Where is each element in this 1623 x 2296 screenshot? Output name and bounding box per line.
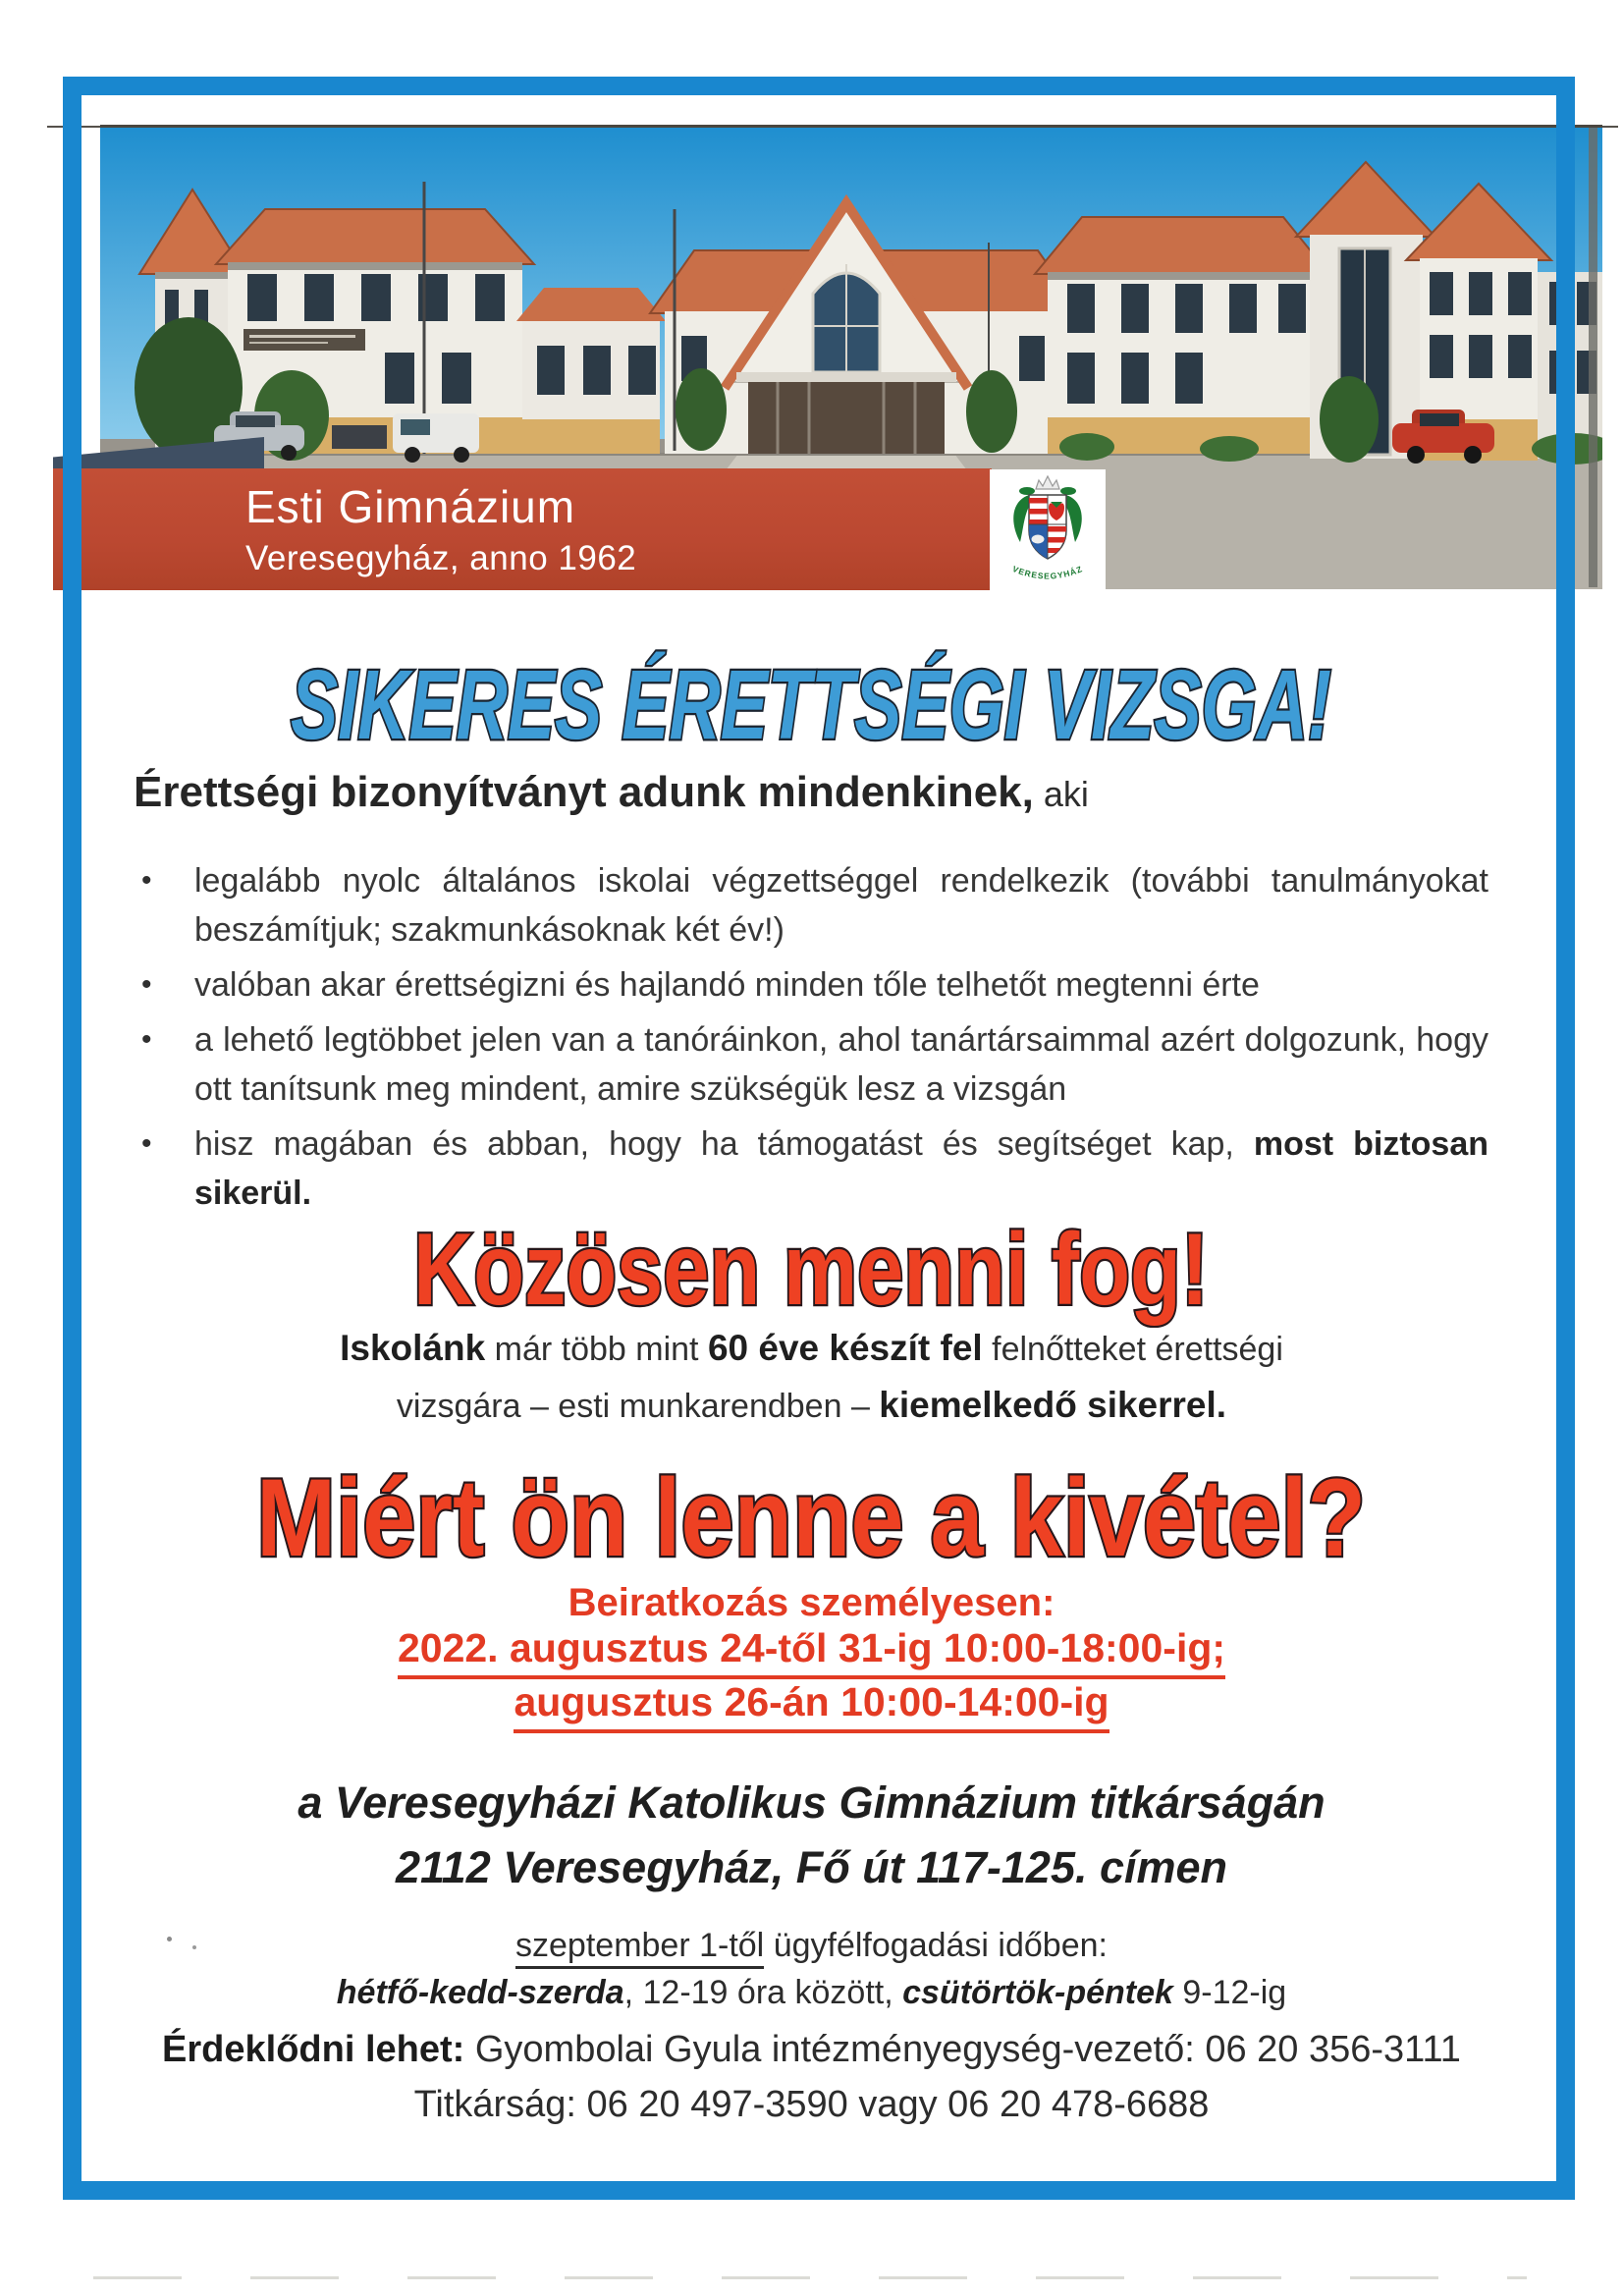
list-item [134,1120,1488,1218]
experience-line-1: Iskolánk már több mint 60 éve készít fel felnőtteket érettségi [340,1328,1283,1368]
bullet-text: a lehető legtöbbet jelen van a tanóráinkon, ahol tanártársaimmal azért dolgozunk, hogy ott tanítsunk meg mindent, amire szükségük lesz a vizsgán [194,1021,1488,1108]
list-item [134,960,1488,1010]
bullet-icon: • [141,968,152,1001]
scan-artifact-bottom-line [93,2276,1527,2279]
slogan-heading: Közösen menni fog! [413,1214,1209,1327]
question-heading: Miért ön lenne a kivétel? [256,1461,1366,1579]
experience-line-2: vizsgára – esti munkarendben – kiemelkedő sikerrel. [396,1385,1227,1425]
headline-svg [0,636,1623,774]
photo-top-edge [100,125,1602,128]
office-hours-detail: hétfő-kedd-szerda, 12-19 óra között, csütörtök-péntek 9-12-ig [336,1974,1287,2011]
bullet-list [134,856,1488,1224]
intro-lead: Érettségi bizonyítványt adunk mindenkinek, [134,768,1034,816]
question-svg [0,1461,1623,1585]
scan-artifact-page-edge [1589,128,1597,587]
banner [53,468,992,590]
enrollment-date-2: augusztus 26-án 10:00-14:00-ig [0,1679,1623,1733]
bullet-icon: • [141,1023,152,1056]
contact-line: Érdeklődni lehet: Gyombolai Gyula intézményegység-vezető: 06 20 356-3111 [162,2029,1461,2070]
list-item [134,1015,1488,1114]
address-line-2: 2112 Veresegyház, Fő út 117-125. címen [395,1842,1228,1892]
bullet-text: hisz magában és abban, hogy ha támogatást és segítséget kap, most biztosan sikerül. [194,1125,1488,1212]
enrollment-date-1: 2022. augusztus 24-től 31-ig 10:00-18:00-ig; [0,1625,1623,1679]
intro-line [134,768,1508,817]
secretary-line: Titkárság: 06 20 497-3590 vagy 06 20 478-6688 [413,2084,1210,2125]
veresegyhaz-crest [990,469,1106,590]
bullet-text: valóban akar érettségizni és hajlandó minden tőle telhetőt megtenni érte [194,966,1260,1004]
bullet-text: legalább nyolc általános iskolai végzettséggel rendelkezik (további tanulmányokat beszámítjuk; szakmunkásoknak két év!) [194,862,1488,949]
page-title: SIKERES ÉRETTSÉGI VIZSGA! [291,650,1331,760]
office-hours-intro: szeptember 1-től ügyfélfogadási időben: [0,1927,1623,1965]
bullet-icon: • [141,1127,152,1160]
address-line-1: a Veresegyházi Katolikus Gimnázium titkárságán [298,1777,1325,1828]
bullet-icon: • [141,864,152,897]
list-item [134,856,1488,955]
crest-motto: VERESEGYHÁZ [1010,563,1085,581]
crest-panel [990,469,1106,590]
banner-school-name: Esti Gimnázium [245,481,576,532]
banner-school-subtitle: Veresegyház, anno 1962 [245,539,637,577]
intro-tail: aki [1033,774,1089,814]
enrollment-title: Beiratkozás személyesen: [568,1581,1055,1624]
slogan-svg [0,1214,1623,1328]
